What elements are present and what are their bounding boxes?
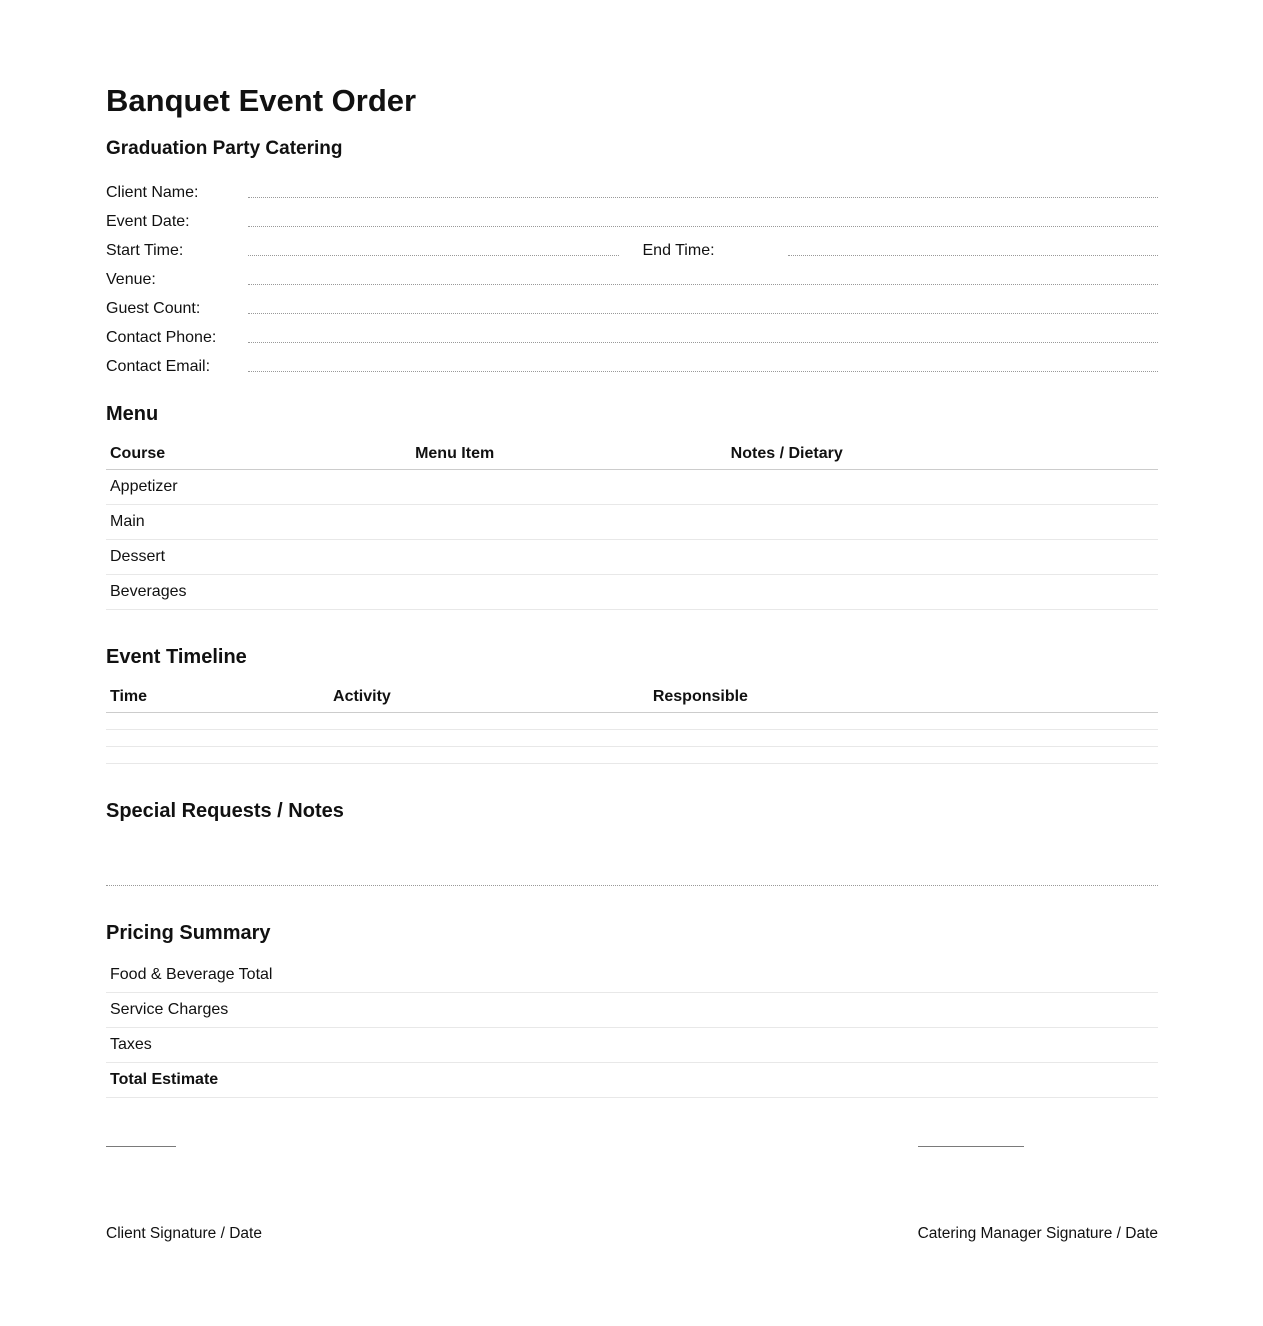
start-time-label: Start Time:	[106, 242, 184, 260]
timeline-table	[106, 682, 1158, 764]
manager-signature-block	[918, 1146, 1158, 1243]
end-time-label: End Time:	[642, 242, 715, 260]
menu-section-heading: Menu	[106, 403, 159, 426]
form-row-contact-phone	[106, 323, 1158, 352]
menu-col-item: Menu Item	[411, 439, 727, 470]
timeline-empty-row	[106, 713, 1158, 730]
client-signature-line	[106, 1146, 176, 1147]
timeline-col-time: Time	[106, 682, 329, 713]
client-name-fill-line	[248, 197, 1158, 198]
event-date-fill-line	[248, 226, 1158, 227]
course-cell: Main	[106, 505, 411, 540]
menu-col-course: Course	[106, 439, 411, 470]
time-cell	[106, 713, 329, 730]
venue-label: Venue:	[106, 271, 156, 289]
menu-item-cell	[411, 540, 727, 575]
activity-cell	[329, 713, 649, 730]
timeline-header-row	[106, 682, 1158, 713]
menu-item-cell	[411, 470, 727, 505]
client-signature-label: Client Signature / Date	[106, 1225, 262, 1243]
pricing-row-service-charges: Service Charges	[106, 993, 1158, 1028]
table-row	[106, 540, 1158, 575]
contact-phone-label: Contact Phone:	[106, 329, 217, 347]
end-time-fill-line	[788, 255, 1159, 256]
course-cell: Appetizer	[106, 470, 411, 505]
notes-cell	[727, 505, 1158, 540]
notes-cell	[727, 575, 1158, 610]
notes-cell	[727, 470, 1158, 505]
course-cell: Beverages	[106, 575, 411, 610]
contact-email-label: Contact Email:	[106, 358, 211, 376]
responsible-cell	[649, 730, 1158, 747]
time-cell	[106, 747, 329, 764]
timeline-col-activity: Activity	[329, 682, 649, 713]
pricing-row-taxes: Taxes	[106, 1028, 1158, 1063]
guest-count-label: Guest Count:	[106, 300, 201, 318]
table-row	[106, 470, 1158, 505]
time-cell	[106, 730, 329, 747]
timeline-empty-row	[106, 747, 1158, 764]
client-info-section	[106, 178, 1158, 381]
venue-fill-line	[248, 284, 1158, 285]
pricing-summary-list	[106, 958, 1158, 1098]
signature-section	[106, 1146, 1158, 1243]
menu-item-cell	[411, 575, 727, 610]
timeline-col-responsible: Responsible	[649, 682, 1158, 713]
client-signature-block	[106, 1146, 262, 1243]
menu-col-notes: Notes / Dietary	[727, 439, 1158, 470]
event-date-label: Event Date:	[106, 213, 190, 231]
course-cell: Dessert	[106, 540, 411, 575]
timeline-section-heading: Event Timeline	[106, 646, 247, 669]
activity-cell	[329, 747, 649, 764]
table-row	[106, 575, 1158, 610]
pricing-summary-heading: Pricing Summary	[106, 922, 271, 945]
form-row-event-date	[106, 207, 1158, 236]
form-row-guest-count	[106, 294, 1158, 323]
pricing-row-total-estimate: Total Estimate	[106, 1063, 1158, 1098]
activity-cell	[329, 730, 649, 747]
menu-header-row	[106, 439, 1158, 470]
notes-cell	[727, 540, 1158, 575]
client-name-label: Client Name:	[106, 184, 199, 202]
doc-subtitle: Graduation Party Catering	[106, 137, 343, 159]
page-title: Banquet Event Order	[106, 83, 417, 118]
form-row-contact-email	[106, 352, 1158, 381]
form-row-client-name	[106, 178, 1158, 207]
start-time-fill-line	[248, 255, 619, 256]
special-requests-heading: Special Requests / Notes	[106, 800, 344, 823]
guest-count-fill-line	[248, 313, 1158, 314]
pricing-row-food-beverage: Food & Beverage Total	[106, 958, 1158, 993]
contact-email-fill-line	[248, 371, 1158, 372]
responsible-cell	[649, 747, 1158, 764]
form-row-venue	[106, 265, 1158, 294]
manager-signature-label: Catering Manager Signature / Date	[917, 1225, 1158, 1243]
contact-phone-fill-line	[248, 342, 1158, 343]
special-requests-notes-area	[106, 823, 1158, 886]
timeline-empty-row	[106, 730, 1158, 747]
menu-table	[106, 439, 1158, 610]
form-row-times	[106, 236, 1158, 265]
responsible-cell	[649, 713, 1158, 730]
table-row	[106, 505, 1158, 540]
menu-item-cell	[411, 505, 727, 540]
manager-signature-line	[918, 1146, 1024, 1147]
